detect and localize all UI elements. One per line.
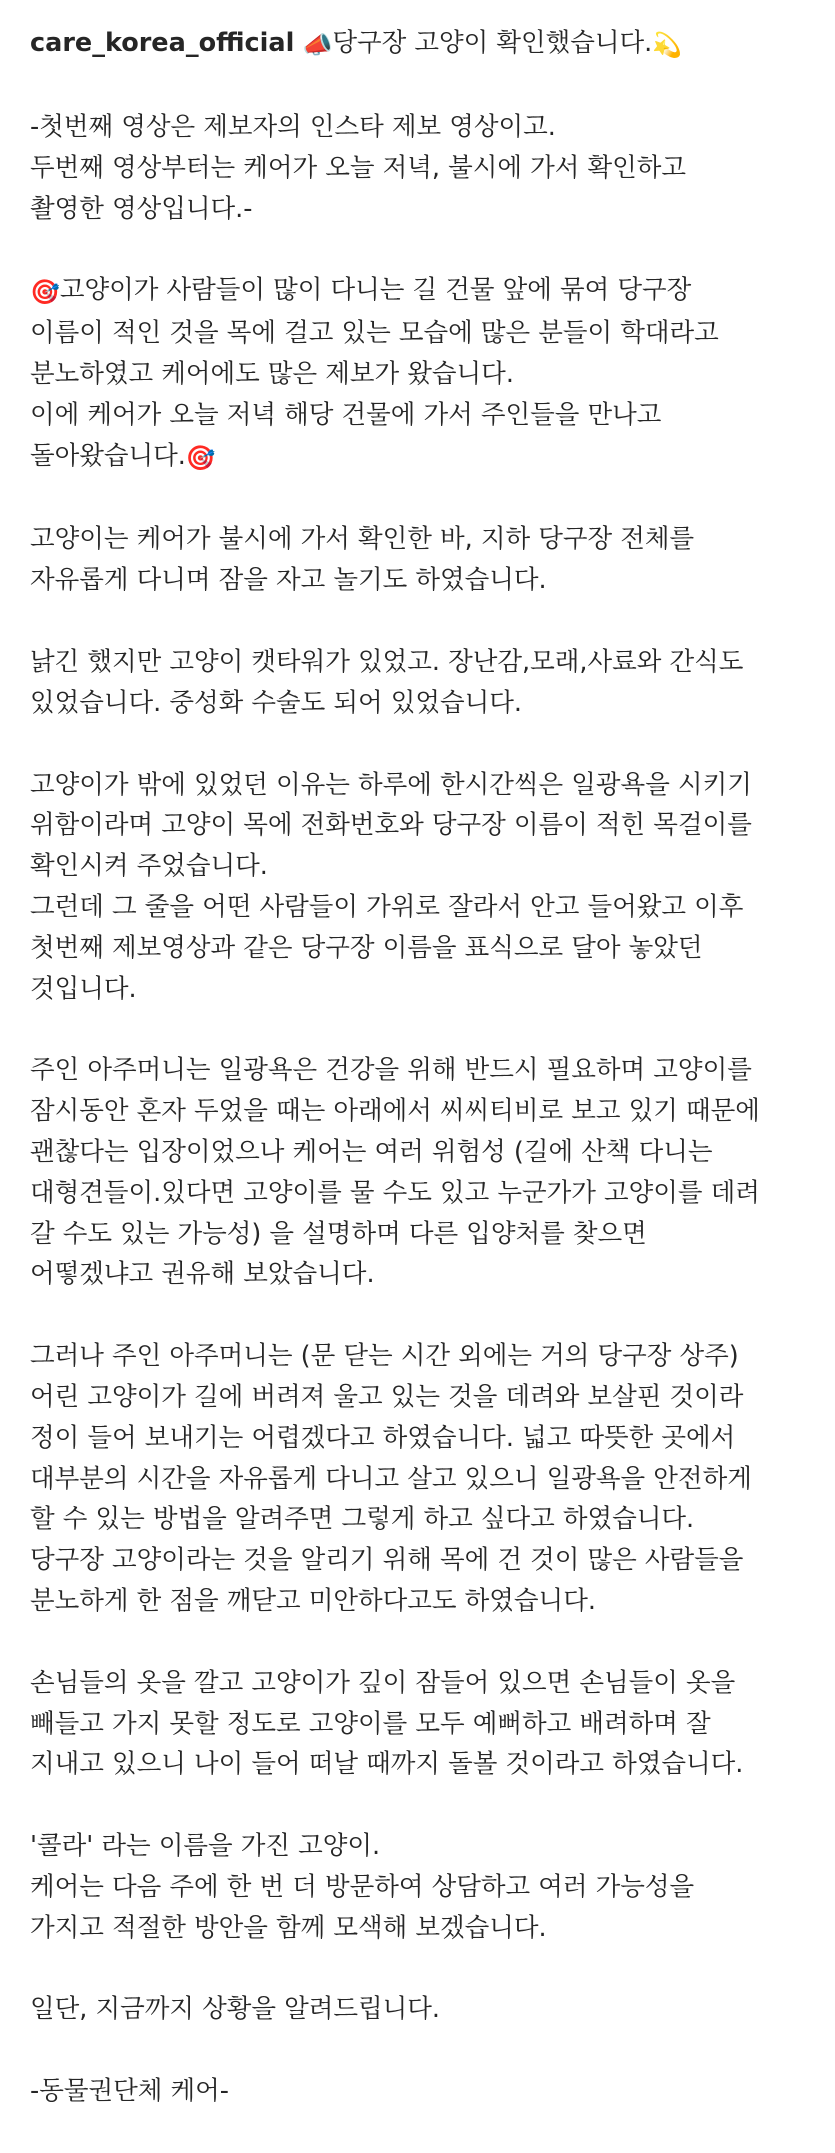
caption-title: 당구장 고양이 확인했습니다.: [332, 28, 653, 58]
caption-line: 잠시동안 혼자 두었을 때는 아래에서 씨씨티비로 보고 있기 때문에: [30, 1096, 760, 1127]
paragraph-visit: [30, 519, 820, 601]
caption-line: 이에 케어가 오늘 저녁 해당 건물에 가서 주인들을 만나고: [30, 399, 662, 430]
paragraph-report: [30, 270, 820, 478]
caption-line: 어린 고양이가 길에 버려져 울고 있는 것을 데려와 보살핀 것이라: [30, 1381, 744, 1412]
caption-line: -동물권단체 케어-: [30, 2076, 229, 2107]
caption-header: [30, 22, 820, 66]
caption-line: 첫번째 제보영상과 같은 당구장 이름을 표식으로 달아 놓았던: [30, 932, 703, 963]
caption-line: 분노하게 한 점을 깨닫고 미안하다고도 하였습니다.: [30, 1585, 596, 1616]
paragraph-owner-response: [30, 1336, 820, 1622]
caption-line: 지내고 있으니 나이 들어 떠날 때까지 돌볼 것이라고 하였습니다.: [30, 1749, 744, 1780]
caption-line: 괜찮다는 입장이었으나 케어는 여러 위험성 (길에 산책 다니는: [30, 1136, 713, 1167]
paragraph-reason: [30, 765, 820, 1010]
caption-line: 것입니다.: [30, 973, 137, 1004]
paragraph-environment: [30, 642, 820, 724]
paragraph-plan: [30, 1826, 820, 1948]
caption-line: 손님들의 옷을 깔고 고양이가 깊이 잠들어 있으면 손님들이 옷을: [30, 1667, 736, 1698]
caption-line: 돌아왔습니다.🎯: [30, 436, 820, 479]
caption-line: 위함이라며 고양이 목에 전화번호와 당구장 이름이 적힌 목걸이를: [30, 810, 752, 841]
caption-line: 고양이가 밖에 있었던 이유는 하루에 한시간씩은 일광욕을 시키기: [30, 769, 752, 800]
caption-line: 빼들고 가지 못할 정도로 고양이를 모두 예뻐하고 배려하며 잘: [30, 1708, 711, 1739]
caption-line: 가지고 적절한 방안을 함께 모색해 보겠습니다.: [30, 1912, 547, 1943]
paragraph-care: [30, 1663, 820, 1785]
caption-line: 주인 아주머니는 일광욕은 건강을 위해 반드시 필요하며 고양이를: [30, 1055, 752, 1086]
target-icon: 🎯: [185, 443, 216, 472]
caption-line: 그런데 그 줄을 어떤 사람들이 가위로 잘라서 안고 들어왔고 이후: [30, 891, 744, 922]
caption-line: 할 수 있는 방법을 알려주면 그렇게 하고 싶다고 하였습니다.: [30, 1504, 695, 1535]
caption-line: 그러나 주인 아주머니는 (문 닫는 시간 외에는 거의 당구장 상주): [30, 1341, 739, 1372]
caption-line: 대부분의 시간을 자유롭게 다니고 살고 있으니 일광욕을 안전하게: [30, 1463, 752, 1494]
signature: [30, 2071, 820, 2112]
megaphone-icon: 📣: [302, 31, 333, 59]
paragraph-update: [30, 1989, 820, 2030]
caption-line: -첫번째 영상은 제보자의 인스타 제보 영상이고.: [30, 112, 556, 142]
caption-line: 자유롭게 다니며 잠을 자고 놀기도 하였습니다.: [30, 565, 547, 596]
caption-line: 정이 들어 보내기는 어렵겠다고 하였습니다. 넓고 따뜻한 곳에서: [30, 1422, 736, 1453]
caption-line: '콜라' 라는 이름을 가진 고양이.: [30, 1831, 381, 1862]
caption-line: 어떻겠냐고 권유해 보았습니다.: [30, 1259, 375, 1290]
paragraph-video-note: [30, 107, 820, 229]
caption-line: 확인시켜 주었습니다.: [30, 851, 268, 882]
caption-line: 고양이는 케어가 불시에 가서 확인한 바, 지하 당구장 전체를: [30, 524, 695, 555]
caption-line: 이름이 적인 것을 목에 걸고 있는 모습에 많은 분들이 학대라고: [30, 318, 719, 349]
paragraph-owner-position: [30, 1050, 820, 1295]
caption-line: 분노하였고 케어에도 많은 제보가 왔습니다.: [30, 358, 514, 389]
caption-line: 일단, 지금까지 상황을 알려드립니다.: [30, 1994, 441, 2025]
username-link[interactable]: care_korea_official: [30, 28, 295, 58]
caption-line: 대형견들이.있다면 고양이를 물 수도 있고 누군가가 고양이를 데려: [30, 1177, 760, 1208]
dizzy-icon: 💫: [652, 31, 683, 59]
caption-line: 촬영한 영상입니다.-: [30, 193, 253, 224]
caption-line: 낡긴 했지만 고양이 캣타워가 있었고. 장난감,모래,사료와 간식도: [30, 646, 744, 677]
caption-line: 당구장 고양이라는 것을 알리기 위해 목에 건 것이 많은 사람들을: [30, 1545, 744, 1576]
caption-line: 갈 수도 있는 가능성) 을 설명하며 다른 입양처를 찾으면: [30, 1218, 647, 1249]
target-icon: 🎯: [30, 278, 60, 307]
caption-line: 케어는 다음 주에 한 번 더 방문하여 상담하고 여러 가능성을: [30, 1871, 695, 1902]
caption-line: 있었습니다. 중성화 수술도 되어 있었습니다.: [30, 687, 523, 718]
caption-line: 🎯고양이가 사람들이 많이 다니는 길 건물 앞에 묶여 당구장: [30, 270, 820, 313]
post-caption: [30, 22, 820, 2153]
caption-line: 두번째 영상부터는 케어가 오늘 저녁, 불시에 가서 확인하고: [30, 152, 687, 183]
